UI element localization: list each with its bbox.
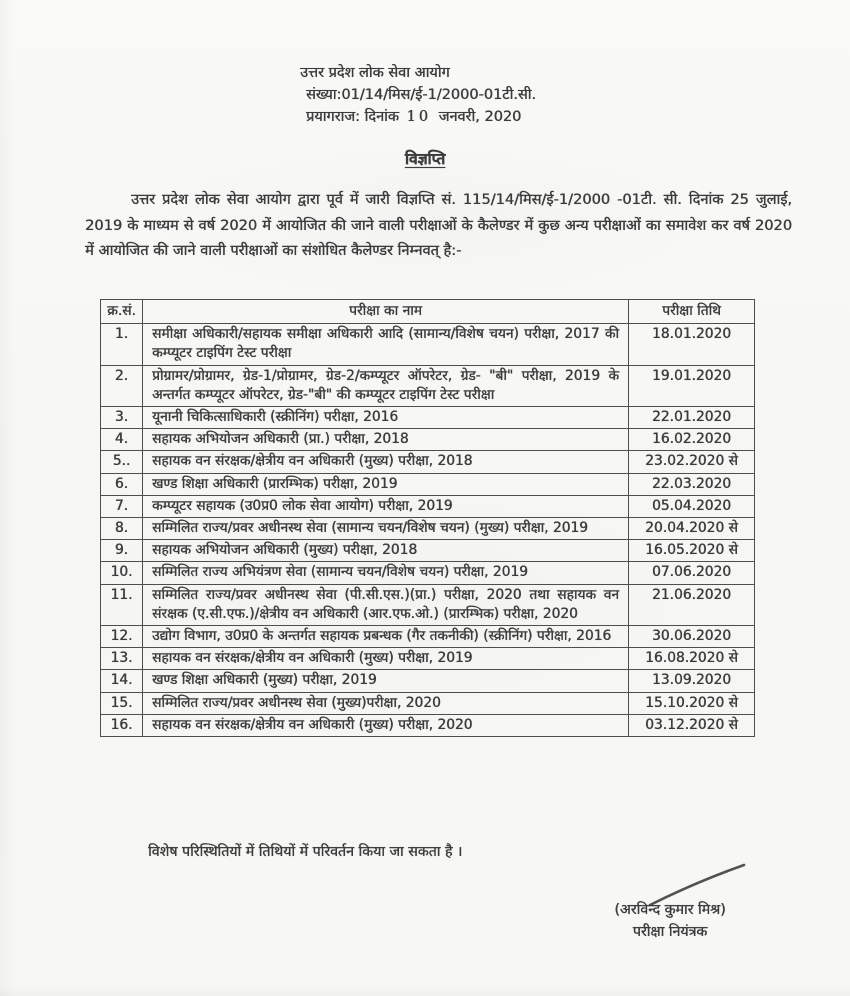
exam-date-cell: 16.02.2020 — [629, 429, 755, 451]
exam-name-cell: सहायक वन संरक्षक/क्षेत्रीय वन अधिकारी (मुख्य) परीक्षा, 2019 — [143, 648, 629, 670]
exam-name-cell: खण्ड शिक्षा अधिकारी (मुख्य) परीक्षा, 2019 — [143, 670, 629, 692]
handwritten-day: 10 — [406, 109, 431, 125]
serial-cell: 7. — [101, 495, 143, 517]
exam-name-cell: सहायक वन संरक्षक/क्षेत्रीय वन अधिकारी (मुख्य) परीक्षा, 2020 — [143, 714, 629, 736]
exam-name-cell: खण्ड शिक्षा अधिकारी (प्रारम्भिक) परीक्षा, 2019 — [143, 473, 629, 495]
exam-date-cell: 15.10.2020 से — [629, 692, 755, 714]
exam-date-cell: 16.05.2020 से — [629, 540, 755, 562]
exam-date-cell: 21.06.2020 — [629, 584, 755, 625]
note-text: विशेष परिस्थितियों में तिथियों में परिवर्तन किया जा सकता है । — [148, 844, 463, 860]
signatory-name: (अरविन्द कुमार मिश्र) — [614, 902, 726, 918]
exam-date-cell: 05.04.2020 — [629, 495, 755, 517]
table-row — [101, 562, 755, 584]
table-row — [101, 692, 755, 714]
exam-calendar-table — [100, 299, 755, 737]
table-row — [101, 473, 755, 495]
serial-cell: 9. — [101, 540, 143, 562]
exam-name-cell: सम्मिलित राज्य/प्रवर अधीनस्थ सेवा (सामान्य चयन/विशेष चयन) (मुख्य) परीक्षा, 2019 — [143, 518, 629, 540]
serial-cell: 2. — [101, 365, 143, 406]
serial-cell: 6. — [101, 473, 143, 495]
exam-date-cell: 22.01.2020 — [629, 407, 755, 429]
serial-cell: 4. — [101, 429, 143, 451]
table-row — [101, 407, 755, 429]
scan-edge-shading-bottom — [0, 986, 850, 996]
serial-cell: 8. — [101, 518, 143, 540]
serial-cell: 16. — [101, 714, 143, 736]
table-row — [101, 451, 755, 473]
exam-date-cell: 23.02.2020 से — [629, 451, 755, 473]
table-header-row — [101, 300, 755, 324]
exam-name-cell: सम्मिलित राज्य/प्रवर अधीनस्थ सेवा (पी.सी.एस.)(प्रा.) परीक्षा, 2020 तथा सहायक वन संरक्षक (ए.सी.एफ.)/क्षेत्रीय वन अधिकारी (आर.एफ.ओ.) (प्रारम्भिक) परीक्षा, 2020 — [143, 584, 629, 625]
exam-date-cell: 16.08.2020 से — [629, 648, 755, 670]
place-date-prefix: प्रयागराज: दिनांक — [306, 109, 399, 125]
letterhead — [300, 62, 536, 128]
serial-cell: 15. — [101, 692, 143, 714]
table-row — [101, 626, 755, 648]
notice-heading — [0, 147, 850, 169]
signature-block — [586, 899, 754, 943]
exam-name-cell: सहायक वन संरक्षक/क्षेत्रीय वन अधिकारी (मुख्य) परीक्षा, 2018 — [143, 451, 629, 473]
serial-cell: 3. — [101, 407, 143, 429]
serial-cell: 12. — [101, 626, 143, 648]
exam-date-cell: 18.01.2020 — [629, 324, 755, 365]
table-row — [101, 648, 755, 670]
serial-cell: 11. — [101, 584, 143, 625]
table-row — [101, 365, 755, 406]
exam-name-cell: कम्प्यूटर सहायक (उ0प्र0 लोक सेवा आयोग) परीक्षा, 2019 — [143, 495, 629, 517]
table-row — [101, 714, 755, 736]
table-row — [101, 518, 755, 540]
signatory-title: परीक्षा नियंत्रक — [632, 924, 708, 940]
exam-name-cell: उद्योग विभाग, उ0प्र0 के अन्तर्गत सहायक प्रबन्धक (गैर तकनीकी) (स्क्रीनिंग) परीक्षा, 2016 — [143, 626, 629, 648]
header-exam-date: परीक्षा तिथि — [629, 300, 755, 324]
table-row — [101, 584, 755, 625]
table-row — [101, 324, 755, 365]
exam-date-cell: 19.01.2020 — [629, 365, 755, 406]
table-row — [101, 670, 755, 692]
exam-date-cell: 13.09.2020 — [629, 670, 755, 692]
date-rest: जनवरी, 2020 — [438, 109, 522, 125]
intro-paragraph: उत्तर प्रदेश लोक सेवा आयोग द्वारा पूर्व में जारी विज्ञप्ति सं. 115/14/मिस/ई-1/2000 -01टी. सी. दिनांक 25 जुलाई, 2019 के माध्यम से वर्ष 2020 में आयोजित की जाने वाली परीक्षाओं के कैलेण्डर में कुछ अन्य परीक्षाओं का समावेश कर वर्ष 2020 में आयोजित की जाने वाली परीक्षाओं का संशोधित कैलेण्डर निम्नवत् है:- — [85, 191, 792, 260]
serial-cell: 13. — [101, 648, 143, 670]
serial-cell: 10. — [101, 562, 143, 584]
table-row — [101, 429, 755, 451]
exam-name-cell: सम्मिलित राज्य/प्रवर अधीनस्थ सेवा (मुख्य)परीक्षा, 2020 — [143, 692, 629, 714]
exam-date-cell: 03.12.2020 से — [629, 714, 755, 736]
exam-name-cell: सम्मिलित राज्य अभियंत्रण सेवा (सामान्य चयन/विशेष चयन) परीक्षा, 2019 — [143, 562, 629, 584]
exam-date-cell: 30.06.2020 — [629, 626, 755, 648]
exam-date-cell: 22.03.2020 — [629, 473, 755, 495]
reference-number: संख्या:01/14/मिस/ई-1/2000-01टी.सी. — [306, 87, 537, 103]
exam-date-cell: 07.06.2020 — [629, 562, 755, 584]
exam-name-cell: सहायक अभियोजन अधिकारी (प्रा.) परीक्षा, 2018 — [143, 429, 629, 451]
serial-cell: 14. — [101, 670, 143, 692]
header-exam-name: परीक्षा का नाम — [143, 300, 629, 324]
header-serial-number: क्र.सं. — [101, 300, 143, 324]
serial-cell: 5.. — [101, 451, 143, 473]
exam-name-cell: सहायक अभियोजन अधिकारी (मुख्य) परीक्षा, 2018 — [143, 540, 629, 562]
exam-name-cell: समीक्षा अधिकारी/सहायक समीक्षा अधिकारी आदि (सामान्य/विशेष चयन) परीक्षा, 2017 की कम्प्यूटर टाइपिंग टेस्ट परीक्षा — [143, 324, 629, 365]
exam-name-cell: प्रोग्रामर/प्रोग्रामर, ग्रेड-1/प्रोग्रामर, ग्रेड-2/कम्प्यूटर ऑपरेटर, ग्रेड- "बी" परीक्षा, 2019 के अन्तर्गत कम्प्यूटर ऑपरेटर, ग्रेड-"बी" की कम्प्यूटर टाइपिंग टेस्ट परीक्षा — [143, 365, 629, 406]
exam-date-cell: 20.04.2020 से — [629, 518, 755, 540]
org-name: उत्तर प्रदेश लोक सेवा आयोग — [300, 65, 450, 81]
table-row — [101, 540, 755, 562]
serial-cell: 1. — [101, 324, 143, 365]
notice-heading-text: विज्ञप्ति — [404, 150, 446, 168]
table-row — [101, 495, 755, 517]
place-and-date — [300, 106, 536, 128]
exam-name-cell: यूनानी चिकित्साधिकारी (स्क्रीनिंग) परीक्षा, 2016 — [143, 407, 629, 429]
